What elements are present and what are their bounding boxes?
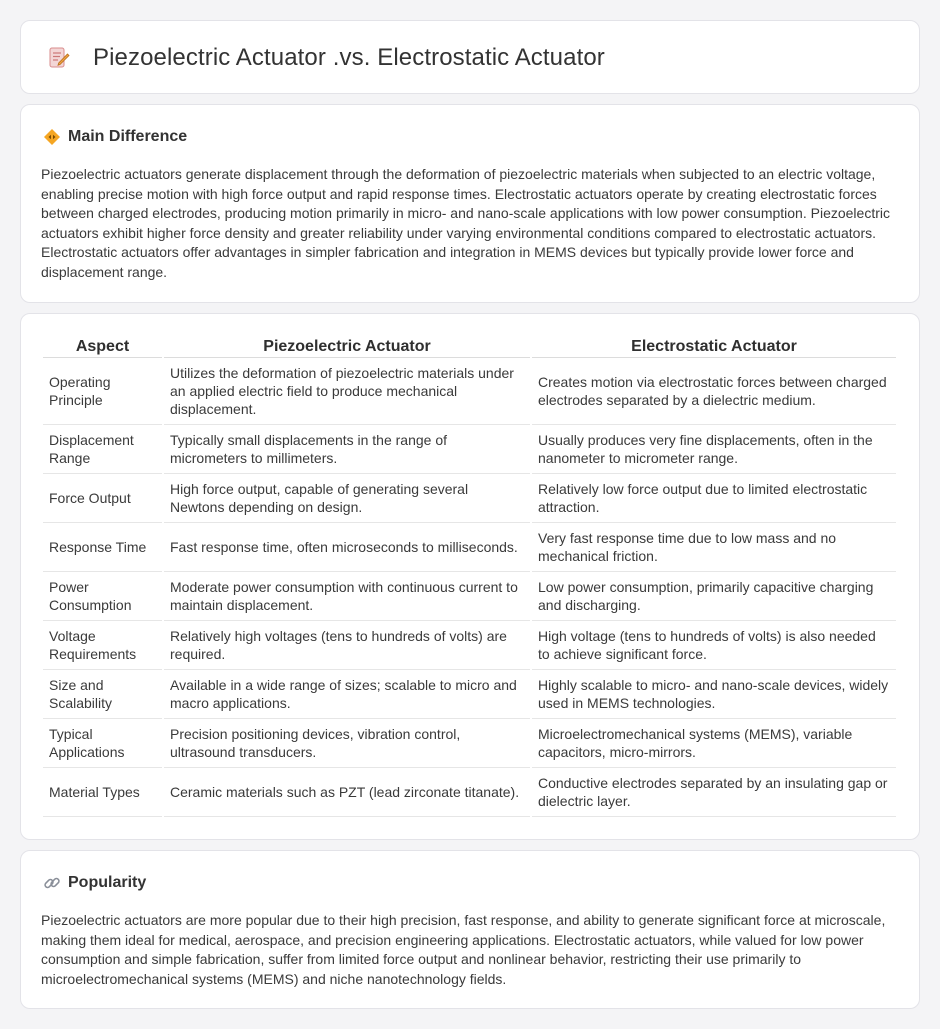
table-row	[43, 670, 896, 719]
table-row	[43, 474, 896, 523]
header-aspect: Aspect	[43, 334, 162, 358]
electro-cell: Usually produces very fine displacements, often in the nanometer to micrometer range.	[532, 425, 896, 474]
piezo-cell: Moderate power consumption with continuous current to maintain displacement.	[164, 572, 530, 621]
page-title: Piezoelectric Actuator .vs. Electrostatic Actuator	[93, 44, 605, 71]
main-difference-heading	[43, 127, 187, 147]
aspect-cell: Power Consumption	[43, 572, 162, 621]
aspect-cell: Size and Scalability	[43, 670, 162, 719]
document-pencil-icon	[47, 46, 71, 70]
electro-cell: Very fast response time due to low mass and no mechanical friction.	[532, 523, 896, 572]
aspect-cell: Material Types	[43, 768, 162, 817]
aspect-cell: Displacement Range	[43, 425, 162, 474]
header-piezoelectric: Piezoelectric Actuator	[164, 334, 530, 358]
diamond-compare-icon	[43, 128, 61, 146]
comparison-table	[41, 334, 898, 817]
table-row	[43, 768, 896, 817]
table-row	[43, 719, 896, 768]
electro-cell: Microelectromechanical systems (MEMS), variable capacitors, micro-mirrors.	[532, 719, 896, 768]
header-card	[20, 20, 920, 94]
table-row	[43, 572, 896, 621]
aspect-cell: Voltage Requirements	[43, 621, 162, 670]
header-electrostatic: Electrostatic Actuator	[532, 334, 896, 358]
main-difference-title: Main Difference	[68, 128, 188, 145]
aspect-cell: Response Time	[43, 523, 162, 572]
table-header-row	[43, 334, 896, 358]
popularity-text: Piezoelectric actuators are more popular due to their high precision, fast response, and ability to generate significant force at microscale, making them ideal for medical, aerospace, and precision engineering applications. Electrostatic actuators, while valued for low power consumption and simple fabrication, suffer from limited force output and nonlinear behavior, restricting their use primarily to microelectromechanical systems (MEMS) and niche nanotechnology fields.	[41, 912, 886, 987]
popularity-title: Popularity	[68, 874, 147, 891]
electro-cell: Highly scalable to micro- and nano-scale devices, widely used in MEMS technologies.	[532, 670, 896, 719]
link-icon	[43, 874, 61, 892]
table-row	[43, 621, 896, 670]
piezo-cell: Ceramic materials such as PZT (lead zirconate titanate).	[164, 768, 530, 817]
electro-cell: Conductive electrodes separated by an insulating gap or dielectric layer.	[532, 768, 896, 817]
table-row	[43, 425, 896, 474]
piezo-cell: Precision positioning devices, vibration control, ultrasound transducers.	[164, 719, 530, 768]
piezo-cell: Fast response time, often microseconds to milliseconds.	[164, 523, 530, 572]
electro-cell: Creates motion via electrostatic forces between charged electrodes separated by a dielectric medium.	[532, 358, 896, 425]
main-difference-text: Piezoelectric actuators generate displacement through the deformation of piezoelectric materials when subjected to an electric voltage, enabling precise motion with high force output and rapid response times. Electrostatic actuators operate by creating electrostatic forces between charged electrodes, producing motion primarily in micro- and nano-scale applications with low power consumption. Piezoelectric actuators exhibit higher force density and greater reliability under varying environmental conditions compared to electrostatic actuators. Electrostatic actuators offer advantages in simpler fabrication and integration in MEMS devices but typically provide lower force and displacement range.	[41, 166, 890, 280]
electro-cell: High voltage (tens to hundreds of volts) is also needed to achieve significant force.	[532, 621, 896, 670]
piezo-cell: Relatively high voltages (tens to hundreds of volts) are required.	[164, 621, 530, 670]
electro-cell: Low power consumption, primarily capacitive charging and discharging.	[532, 572, 896, 621]
piezo-cell: Utilizes the deformation of piezoelectric materials under an applied electric field to produce mechanical displacement.	[164, 358, 530, 425]
main-difference-card	[20, 104, 920, 303]
aspect-cell: Typical Applications	[43, 719, 162, 768]
aspect-cell: Force Output	[43, 474, 162, 523]
aspect-cell: Operating Principle	[43, 358, 162, 425]
piezo-cell: High force output, capable of generating several Newtons depending on design.	[164, 474, 530, 523]
popularity-heading	[43, 873, 146, 893]
electro-cell: Relatively low force output due to limited electrostatic attraction.	[532, 474, 896, 523]
piezo-cell: Available in a wide range of sizes; scalable to micro and macro applications.	[164, 670, 530, 719]
table-row	[43, 523, 896, 572]
piezo-cell: Typically small displacements in the range of micrometers to millimeters.	[164, 425, 530, 474]
comparison-table-card	[20, 313, 920, 840]
table-row	[43, 358, 896, 425]
popularity-card	[20, 850, 920, 1009]
